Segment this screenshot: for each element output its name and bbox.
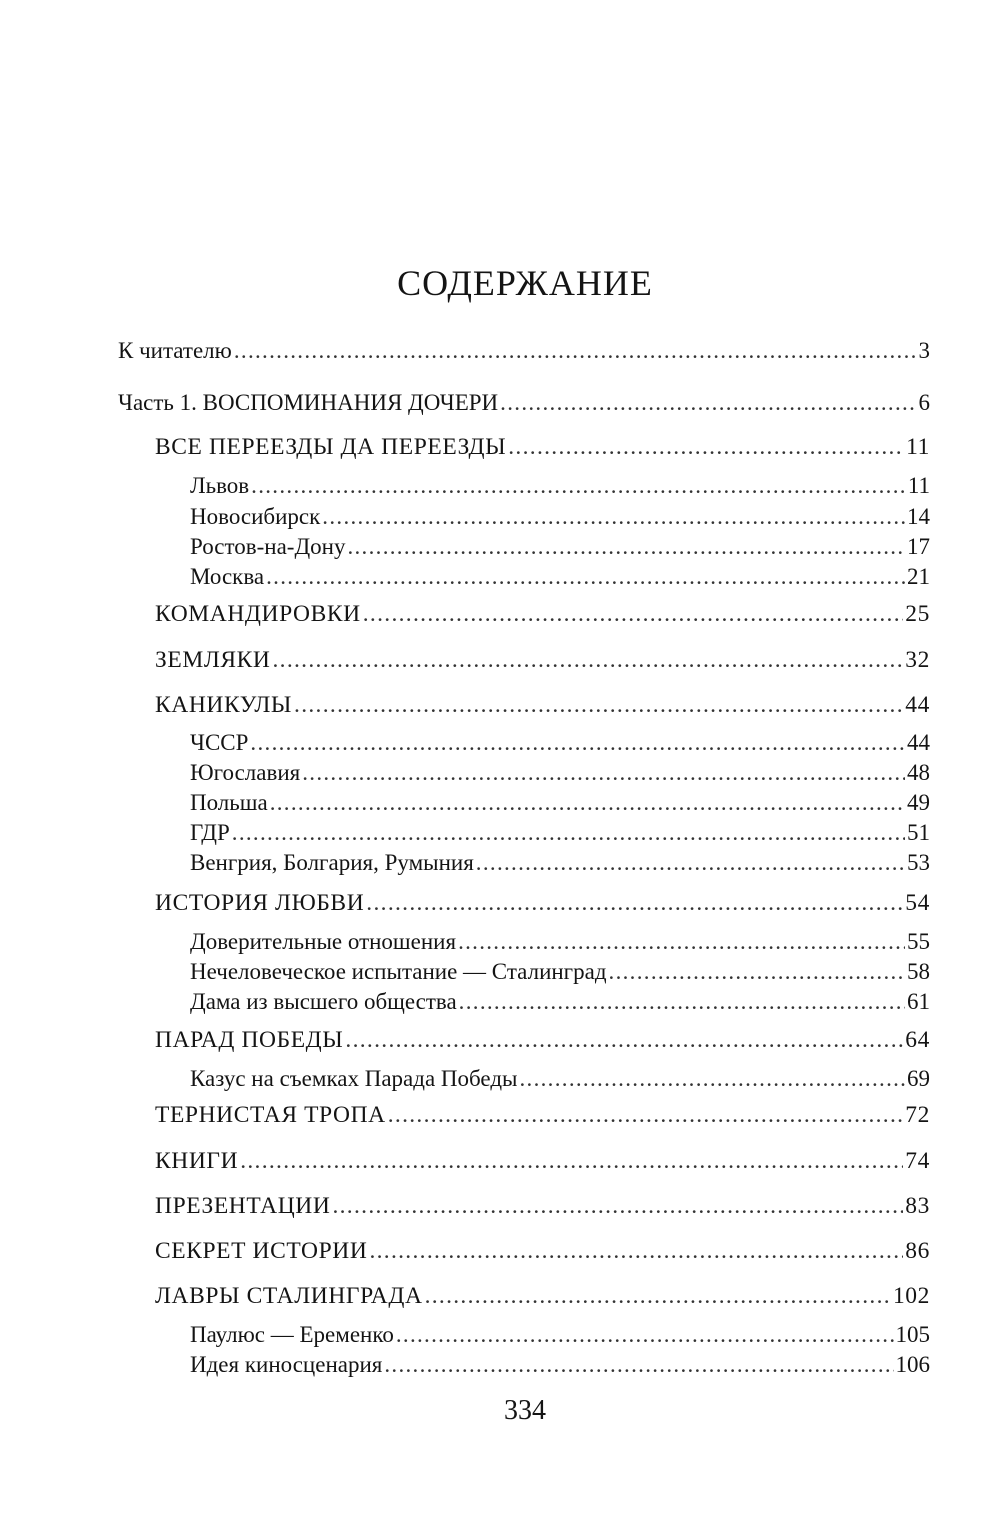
toc-entry	[190, 955, 930, 989]
toc-entry-page: 61	[907, 989, 930, 1014]
dot-leader	[366, 886, 903, 920]
toc-entry	[190, 1062, 930, 1096]
toc-entry	[190, 726, 930, 760]
dot-leader	[388, 1098, 904, 1132]
toc-entry-label: Венгрия, Болгария, Румыния	[190, 850, 474, 875]
dot-leader	[332, 1189, 903, 1223]
toc-entry	[190, 846, 930, 880]
toc-entry-label: КАНИКУЛЫ	[155, 692, 293, 718]
toc-entry-page: 106	[895, 1352, 930, 1377]
toc-entry-page: 14	[907, 504, 930, 529]
toc-entry-label: ЧССР	[190, 730, 249, 755]
toc-entry	[190, 500, 930, 534]
dot-leader	[266, 560, 905, 594]
dot-leader	[302, 756, 905, 790]
toc-entry	[155, 430, 930, 464]
toc-entry-label: Дама из высшего общества	[190, 989, 457, 1014]
toc-entry-label: Новосибирск	[190, 504, 321, 529]
toc-entry-page: 86	[905, 1238, 930, 1264]
toc-entry-label: Нечеловеческое испытание — Сталинград	[190, 959, 607, 984]
toc-entry-page: 105	[895, 1322, 930, 1347]
dot-leader	[270, 786, 905, 820]
dot-leader	[459, 985, 905, 1019]
toc-entry-page: 54	[905, 890, 930, 916]
dot-leader	[363, 597, 904, 631]
toc-entry-page: 11	[906, 434, 930, 460]
toc-entry-label: СЕКРЕТ ИСТОРИИ	[155, 1238, 368, 1264]
dot-leader	[347, 530, 905, 564]
toc-entry-label: КОМАНДИРОВКИ	[155, 601, 361, 627]
toc-entry	[190, 530, 930, 564]
toc-entry-page: 58	[907, 959, 930, 984]
toc-entry	[155, 1098, 930, 1132]
dot-leader	[369, 1234, 903, 1268]
toc-entry-label: ИСТОРИЯ ЛЮБВИ	[155, 890, 365, 916]
toc-entry	[190, 985, 930, 1019]
dot-leader	[322, 500, 905, 534]
toc-entry-page: 25	[905, 601, 930, 627]
toc-entry-page: 102	[892, 1283, 930, 1309]
toc-entry-page: 49	[907, 790, 930, 815]
toc-entry-label: Польша	[190, 790, 268, 815]
toc-entry-label: Казус на съемках Парада Победы	[190, 1066, 518, 1091]
toc-entry-label: Львов	[190, 473, 250, 498]
toc-entry-page: 48	[907, 760, 930, 785]
toc-entry-label: Паулюс — Еременко	[190, 1322, 394, 1347]
dot-leader	[345, 1023, 903, 1057]
toc-entry	[155, 1189, 930, 1223]
toc-entry	[190, 1318, 930, 1352]
toc-entry-page: 53	[907, 850, 930, 875]
toc-entry-label: ТЕРНИСТАЯ ТРОПА	[155, 1102, 386, 1128]
toc-entry-page: 32	[905, 647, 930, 673]
dot-leader	[250, 726, 905, 760]
dot-leader	[294, 688, 903, 722]
toc-entry-page: 51	[907, 820, 930, 845]
toc-entry-page: 21	[907, 564, 930, 589]
toc-title: СОДЕРЖАНИЕ	[397, 263, 653, 303]
toc-entry	[190, 1348, 930, 1382]
dot-leader	[272, 643, 903, 677]
toc-entry-page: 83	[905, 1193, 930, 1219]
toc-entry-page: 11	[907, 473, 930, 498]
dot-leader	[519, 1062, 905, 1096]
dot-leader	[396, 1318, 894, 1352]
toc-entry	[190, 756, 930, 790]
toc-entry-label: Югославия	[190, 760, 301, 785]
dot-leader	[458, 925, 905, 959]
toc-entry	[190, 469, 930, 503]
dot-leader	[508, 430, 904, 464]
toc-entry	[118, 334, 930, 368]
toc-entry	[190, 560, 930, 594]
toc-entry-label: Ростов-на-Дону	[190, 534, 346, 559]
dot-leader	[425, 1279, 891, 1313]
toc-entry-label: ЛАВРЫ СТАЛИНГРАДА	[155, 1283, 423, 1309]
toc-entry-label: ПАРАД ПОБЕДЫ	[155, 1027, 344, 1053]
toc-entry	[155, 1144, 930, 1178]
toc-entry	[155, 1023, 930, 1057]
toc-entry-label: Москва	[190, 564, 265, 589]
toc-entry-label: ЗЕМЛЯКИ	[155, 647, 271, 673]
dot-leader	[234, 334, 917, 368]
toc-entry-label: Идея киносценария	[190, 1352, 383, 1377]
toc-entry-page: 64	[905, 1027, 930, 1053]
toc-entry-label: ВСЕ ПЕРЕЕЗДЫ ДА ПЕРЕЕЗДЫ	[155, 434, 507, 460]
toc-entry-label: Часть 1. ВОСПОМИНАНИЯ ДОЧЕРИ	[118, 390, 499, 415]
toc-entry-page: 17	[907, 534, 930, 559]
toc-entry-label: ГДР	[190, 820, 230, 845]
page-number: 334	[504, 1395, 546, 1426]
toc-entry-label: ПРЕЗЕНТАЦИИ	[155, 1193, 331, 1219]
toc-entry-page: 55	[907, 929, 930, 954]
toc-entry-page: 69	[907, 1066, 930, 1091]
toc-entry-page: 44	[907, 730, 930, 755]
toc-entry	[155, 643, 930, 677]
dot-leader	[240, 1144, 903, 1178]
toc-entry	[190, 816, 930, 850]
toc-entry	[155, 886, 930, 920]
toc-entry	[190, 786, 930, 820]
toc-entry-page: 44	[905, 692, 930, 718]
toc-entry-page: 74	[905, 1148, 930, 1174]
toc-entry-label: К читателю	[118, 338, 232, 363]
dot-leader	[232, 816, 905, 850]
toc-entry	[190, 925, 930, 959]
dot-leader	[609, 955, 905, 989]
toc-entry-label: Доверительные отношения	[190, 929, 457, 954]
toc-entry	[155, 597, 930, 631]
toc-entry-page: 3	[918, 338, 930, 363]
toc-entry-label: КНИГИ	[155, 1148, 239, 1174]
toc-entry	[118, 386, 930, 420]
dot-leader	[384, 1348, 893, 1382]
toc-entry	[155, 1279, 930, 1313]
toc-entry-page: 72	[905, 1102, 930, 1128]
toc-entry	[155, 1234, 930, 1268]
toc-entry	[155, 688, 930, 722]
dot-leader	[251, 469, 906, 503]
toc-entry-page: 6	[918, 390, 930, 415]
dot-leader	[476, 846, 905, 880]
dot-leader	[500, 386, 916, 420]
